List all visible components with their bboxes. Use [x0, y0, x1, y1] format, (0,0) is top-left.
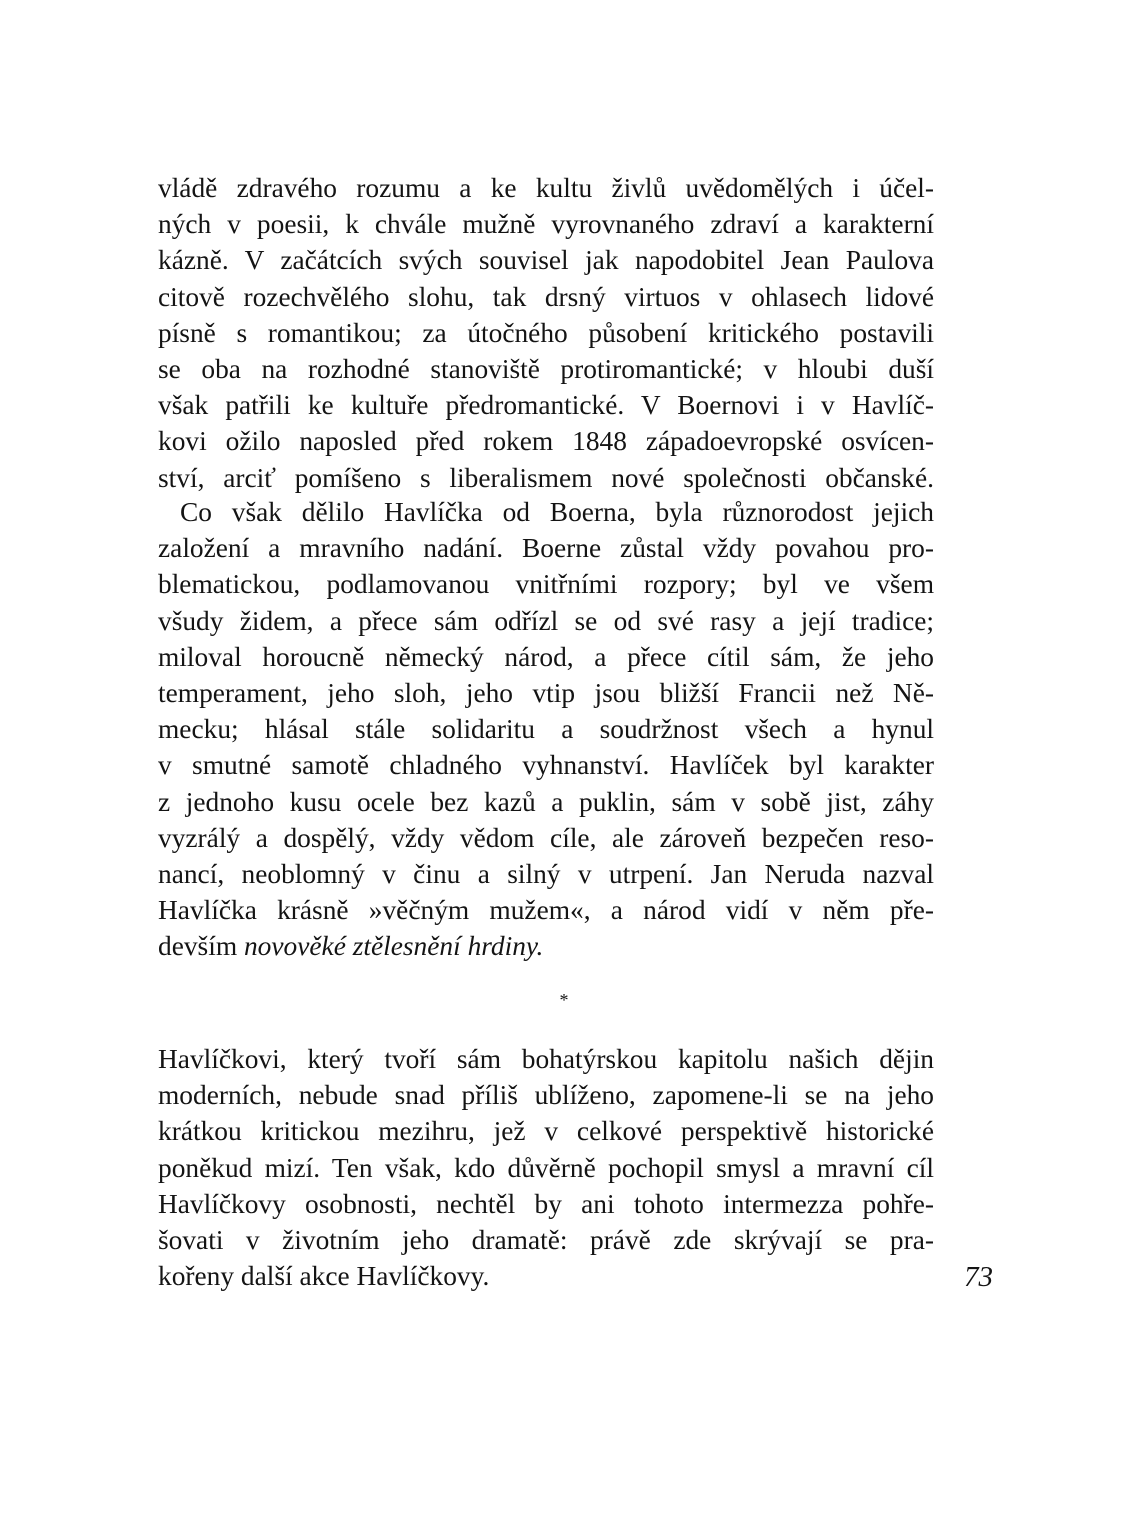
text-line: šovati v životním jeho dramatě: právě zde skrývají se pra- [158, 1224, 934, 1255]
text-line: vyzrálý a dospělý, vždy vědom cíle, ale zároveň bezpečen reso- [158, 822, 934, 853]
text-line: miloval horoucně německý národ, a přece cítil sám, že jeho [158, 641, 934, 672]
page-number: 73 [964, 1261, 993, 1293]
text-line: poněkud mizí. Ten však, kdo důvěrně pochopil smysl a mravní cíl [158, 1152, 934, 1183]
paragraph-3 [158, 1041, 934, 1294]
text-line: kovi ožilo naposled před rokem 1848 západoevropské osvícen- [158, 426, 934, 457]
section-separator: * [559, 990, 569, 1010]
text-line: mecku; hlásal stále solidaritu a soudržnost všech a hynul [158, 714, 934, 745]
text-line: vládě zdravého rozumu a ke kultu živlů uvědomělých i účel- [158, 173, 934, 203]
text-line: blematickou, podlamovanou vnitřními rozpory; byl ve všem [158, 569, 934, 600]
text-line: založení a mravního nadání. Boerne zůstal vždy povahou pro- [158, 533, 934, 564]
text-line: všudy židem, a přece sám odřízl se od své rasy a její tradice; [158, 605, 934, 636]
paragraph-2 [158, 494, 934, 964]
text-line: Co však dělilo Havlíčka od Boerna, byla různorodost jejich [180, 497, 934, 527]
text-line: v smutné samotě chladného vyhnanství. Havlíček byl karakter [158, 750, 934, 781]
text-line: citově rozechvělého slohu, tak drsný virtuos v ohlasech lidové [158, 281, 934, 312]
text-line: nancí, neoblomný v činu a silný v utrpení. Jan Neruda nazval [158, 858, 934, 889]
text-line: kořeny další akce Havlíčkovy. [158, 1261, 490, 1292]
text-line: písně s romantikou; za útočného působení kritického postavili [158, 317, 934, 348]
text-line: z jednoho kusu ocele bez kazů a puklin, sám v sobě jist, záhy [158, 786, 934, 817]
text-line: však patřili ke kultuře předromantické. V Boernovi i v Havlíč- [158, 390, 934, 421]
text-line [158, 928, 934, 964]
text-line: Havlíčka krásně »věčným mužem«, a národ vidí v něm pře- [158, 895, 934, 926]
text-line: temperament, jeho sloh, jeho vtip jsou bližší Francii než Ně- [158, 677, 934, 708]
text-line: kázně. V začátcích svých souvisel jak napodobitel Jean Paulova [158, 245, 934, 276]
text-line: ství, arciť pomíšeno s liberalismem nové společnosti občanské. [158, 462, 934, 493]
text-line: krátkou kritickou mezihru, jež v celkové perspektivě historické [158, 1116, 934, 1147]
text-line: Havlíčkovi, který tvoří sám bohatýrskou kapitolu našich dějin [158, 1044, 934, 1074]
text-line: se oba na rozhodné stanoviště protiromantické; v hloubi duší [158, 353, 934, 384]
emphasized-text: novověké ztělesnění hrdiny. [243, 931, 544, 962]
text-line: ných v poesii, k chvále mužně vyrovnaného zdraví a karakterní [158, 209, 934, 240]
text-line: moderních, nebude snad příliš ublíženo, zapomene-li se na jeho [158, 1080, 934, 1111]
paragraph-1 [158, 170, 934, 496]
text-line: Havlíčkovy osobnosti, nechtěl by ani tohoto intermezza pohře- [158, 1188, 934, 1219]
text-run: devším [158, 931, 244, 962]
